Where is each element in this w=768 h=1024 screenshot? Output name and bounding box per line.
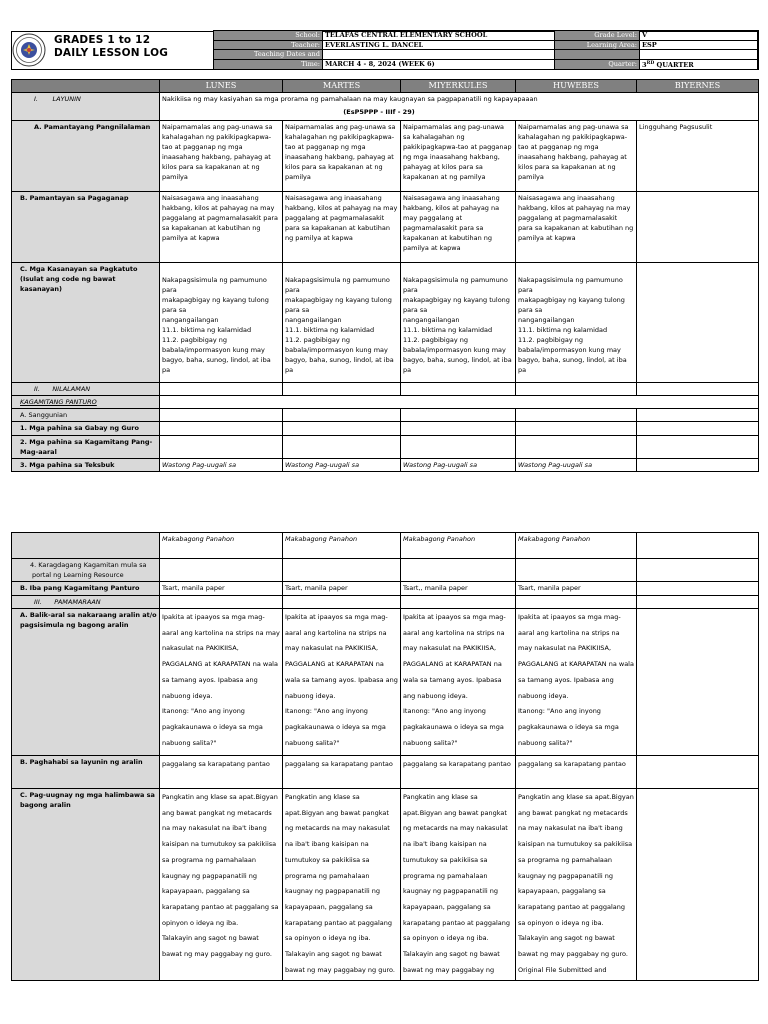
dates-empty — [323, 50, 555, 60]
kasanayan-text: Nakapagsisimula ng pamumuno para makapagbigay ng kayang tulong para sa nangangailangan 11.1. biktima ng kalamidad 11.2. pagbibigay ng babala/impormasyon kung may bagyo, baha, sunog, lindol, at iba pa — [285, 276, 394, 374]
makabagong-cell: Makabagong Panahon — [283, 533, 401, 559]
kagamitan-row — [12, 396, 759, 409]
empty-cell — [637, 596, 759, 609]
pagganap-label — [12, 192, 160, 263]
empty-cell — [637, 383, 759, 396]
lesson-grid-2 — [11, 532, 759, 981]
kasanayan-cell — [401, 263, 516, 383]
iba-cell: Tsart,, manila paper — [401, 582, 516, 596]
makabagong-row — [12, 533, 759, 559]
empty-cell — [160, 559, 283, 582]
pag-uugnay-cell: Pangkatin ang klase sa apat.Bigyan ang bawat pangkat ng metacards na may nakasulat na iba't ibang kaisipan na tumutukoy sa pakikiisa sa programa ng pamahalaan kaugnay ng pagpapanatili ng kapayapaan, paggalang sa karapatang pantao at paggalang sa opinyon o ideya ng iba. Talakayin ang sagot ng bawat bawat ng may paggabay ng guro. — [160, 789, 283, 981]
karagdagang-label — [12, 559, 160, 582]
empty-cell — [401, 383, 516, 396]
sanggunian-text: A. Sanggunian — [20, 411, 68, 419]
paghahabi-row — [12, 756, 759, 789]
iba-cell: Tsart, manila paper — [283, 582, 401, 596]
lesson-grid-1 — [11, 79, 759, 472]
teksbuk-cell: Wastong Pag-uugali sa — [160, 459, 283, 472]
pamantayang-cell: Naipamamalas ang pag-unawa sa kahalagahan ng pakikipagkapwa-tao at pagganap ng mga inaasahang hakbang, pahayag at kilos para sa kapakanan at ng pamilya — [283, 121, 401, 192]
empty-cell — [516, 596, 637, 609]
teksbuk-label — [12, 459, 160, 472]
empty-cell — [160, 422, 283, 436]
grade-label: Grade Level: — [555, 31, 640, 41]
corner-cell — [12, 80, 160, 93]
pamamaraan-num: III. — [34, 598, 42, 606]
empty-cell — [283, 559, 401, 582]
quarter-word: QUARTER — [654, 60, 694, 69]
empty-cell — [637, 436, 759, 459]
pamantayang-cell: Naipamamalas ang pag-unawa sa kahalagahan ng pakikipagkapwa-tao at pagganap ng mga inaasahang hakbang, pahayag at kilos para sa kapakanan at ng pamilya — [160, 121, 283, 192]
nilalaman-row — [12, 383, 759, 396]
empty-cell — [283, 422, 401, 436]
quarter-suffix: RD — [646, 60, 655, 66]
karagdagang-row — [12, 559, 759, 582]
kagamitang-label — [12, 436, 160, 459]
dates-label-2: Time: — [214, 59, 323, 69]
iba-cell: Tsart, manila paper — [160, 582, 283, 596]
empty-cell — [160, 596, 283, 609]
empty-cell — [516, 559, 637, 582]
iba-text: B. Iba pang Kagamitang Panturo — [20, 584, 140, 592]
teksbuk-text: 3. Mga pahina sa Teksbuk — [20, 461, 115, 469]
title-line-2: DAILY LESSON LOG — [54, 47, 169, 59]
area-label: Learning Area: — [555, 40, 640, 50]
paghahabi-cell — [637, 756, 759, 789]
iba-cell — [637, 582, 759, 596]
balik-aral-text: A. Balik-aral sa nakaraang aralin at/o pagsisimula ng bagong aralin — [20, 611, 157, 629]
empty-cell — [283, 409, 401, 422]
makabagong-label — [12, 533, 160, 559]
pagganap-cell: Naisasagawa ang inaasahang hakbang, kilos at pahayag na may paggalang at pagmamalasakit para sa kapakanan at kabutihan ng pamilya at kapwa — [283, 192, 401, 263]
layunin-content — [160, 93, 759, 121]
pamamaraan-row — [12, 596, 759, 609]
teksbuk-cell: Wastong Pag-uugali sa — [283, 459, 401, 472]
empty-cell — [637, 409, 759, 422]
day-header-row — [12, 80, 759, 93]
iba-label — [12, 582, 160, 596]
area-value: ESP — [640, 40, 759, 50]
pag-uugnay-cell — [637, 789, 759, 981]
paghahabi-cell: paggalang sa karapatang pantao — [283, 756, 401, 789]
grade-value: V — [640, 31, 759, 41]
dates-value: MARCH 4 - 8, 2024 (WEEK 6) — [323, 59, 555, 69]
quarter-number: 3 — [642, 60, 647, 69]
nilalaman-label — [12, 383, 160, 396]
school-label: School: — [214, 31, 323, 41]
kasanayan-text: Nakapagsisimula ng pamumuno para makapagbigay ng kayang tulong para sa nangangailangan 11.1. biktima ng kalamidad 11.2. pagbibigay ng babala/impormasyon kung may bagyo, baha, sunog, lindol, at iba pa — [518, 276, 627, 374]
pamantayang-label — [12, 121, 160, 192]
kasanayan-row — [12, 263, 759, 383]
balik-aral-row — [12, 609, 759, 756]
nilalaman-text: NILALAMAN — [52, 385, 91, 393]
makabagong-cell: Makabagong Panahon — [401, 533, 516, 559]
balik-aral-cell: Ipakita at ipaayos sa mga mag-aaral ang kartolina na strips na may nakasulat na PAKIKIISA, PAGGALANG at KARAPATAN na wala sa tamang ayos. Ipabasa ang nabuong ideya. Itanong: "Ano ang inyong pagkakaunawa o ideya sa mga nabuong salita?" — [283, 609, 401, 756]
layunin-num: I. — [34, 95, 38, 103]
kagamitan-content — [160, 396, 759, 409]
day-header-miyerkules: MIYERKULES — [401, 80, 516, 93]
kasanayan-cell — [637, 263, 759, 383]
empty-cell — [401, 559, 516, 582]
gabay-text: 1. Mga pahina sa Gabay ng Guro — [20, 424, 139, 432]
quarter-value — [640, 59, 759, 69]
layunin-row — [12, 93, 759, 121]
kagamitang-text: 2. Mga pahina sa Kagamitang Pang-Mag-aaral — [20, 438, 153, 456]
kasanayan-cell — [160, 263, 283, 383]
layunin-text: LAYUNIN — [52, 95, 81, 103]
paghahabi-cell: paggalang sa karapatang pantao — [516, 756, 637, 789]
teksbuk-cell: Wastong Pag-uugali sa — [516, 459, 637, 472]
teksbuk-cell — [637, 459, 759, 472]
layunin-objective: Nakikiisa ng may kasiyahan sa mga prorama ng pamahalaan na may kaugnayan sa pagpapanatili ng kapayapaaan — [162, 95, 538, 103]
paghahabi-text: B. Paghahabi sa layunin ng aralin — [20, 758, 143, 766]
pag-uugnay-label — [12, 789, 160, 981]
pamantayang-row — [12, 121, 759, 192]
empty-cell — [637, 422, 759, 436]
paghahabi-label — [12, 756, 160, 789]
paghahabi-cell: paggalang sa karapatang pantao — [401, 756, 516, 789]
empty-cell — [160, 436, 283, 459]
info-table — [213, 30, 759, 70]
pag-uugnay-cell: Pangkatin ang klase sa apat.Bigyan ang bawat pangkat ng metacards na may nakasulat na iba't ibang kaisipan na tumutukoy sa pakikiisa sa programa ng pamahalaan kaugnay ng pagpapanatili ng kapayapaan, paggalang sa karapatang pantao at paggalang sa opinyon o ideya ng iba. Talakayin ang sagot ng bawat bawat ng may paggabay ng guro. — [283, 789, 401, 981]
school-value: TELAFAS CENTRAL ELEMENTARY SCHOOL — [323, 31, 555, 41]
kasanayan-text: Nakapagsisimula ng pamumuno para makapagbigay ng kayang tulong para sa nangangailangan 11.1. biktima ng kalamidad 11.2. pagbibigay ng babala/impormasyon kung may bagyo, baha, sunog, lindol, at iba pa — [403, 276, 512, 374]
kagamitan-label — [12, 396, 160, 409]
pag-uugnay-cell: Pangkatin ang klase sa apat.Bigyan ang bawat pangkat ng metacards na may nakasulat na iba't ibang kaisipan na tumutukoy sa pakikiisa sa programa ng pamahalaan kaugnay ng pagpapanatili ng kapayapaan, paggalang sa karapatang pantao at paggalang sa opinyon o ideya ng iba. Talakayin ang sagot ng bawat bawat ng may paggabay ng guro. Original File Submitted and — [516, 789, 637, 981]
gabay-label — [12, 422, 160, 436]
gabay-row — [12, 422, 759, 436]
makabagong-cell: Makabagong Panahon — [160, 533, 283, 559]
makabagong-cell — [637, 533, 759, 559]
iba-row — [12, 582, 759, 596]
day-header-lunes: LUNES — [160, 80, 283, 93]
empty-cell — [516, 436, 637, 459]
deped-seal-icon — [12, 33, 46, 67]
kagamitan-text: KAGAMITANG PANTURO — [20, 398, 97, 406]
teksbuk-cell: Wastong Pag-uugali sa — [401, 459, 516, 472]
empty-cell — [516, 409, 637, 422]
pag-uugnay-cell: Pangkatin ang klase sa apat.Bigyan ang bawat pangkat ng metacards na may nakasulat na iba't ibang kaisipan na tumutukoy sa pakikiisa sa programa ng pamahalaan kaugnay ng pagpapanatili ng kapayapaan, paggalang sa karapatang pantao at paggalang sa opinyon o ideya ng iba. Talakayin ang sagot ng bawat bawat ng may paggabay ng — [401, 789, 516, 981]
pag-uugnay-text: C. Pag-uugnay ng mga halimbawa sa bagong aralin — [20, 791, 155, 809]
kasanayan-cell — [283, 263, 401, 383]
pagganap-cell — [637, 192, 759, 263]
pagganap-cell: Naisasagawa ang inaasahang hakbang, kilos at pahayag na may paggalang at pagmamalasakit para sa kapakanan at kabutihan ng pamilya at kapwa — [401, 192, 516, 263]
balik-aral-cell: Ipakita at ipaayos sa mga mag-aaral ang kartolina na strips na may nakasulat na PAKIKIISA, PAGGALANG at KARAPATAN na wala sa tamang ayos. Ipabasa ang nabuong ideya. Itanong: "Ano ang inyong pagkakaunawa o ideya sa mga nabuong salita?" — [401, 609, 516, 756]
empty-cell — [401, 409, 516, 422]
empty-cell — [516, 422, 637, 436]
pamantayang-label-text: A. Pamantayang Pangnilalaman — [34, 123, 151, 131]
dates-label-1: Teaching Dates and — [214, 50, 323, 60]
karagdagang-text: 4. Karagdagang Kagamitan mula sa portal ng Learning Resource — [30, 561, 147, 579]
kagamitang-row — [12, 436, 759, 459]
day-header-martes: MARTES — [283, 80, 401, 93]
balik-aral-cell — [637, 609, 759, 756]
sanggunian-row — [12, 409, 759, 422]
pamantayang-cell: Naipamamalas ang pag-unawa sa kahalagahan ng pakikipagkapwa-tao at pagganap ng mga inaasahang hakbang, pahayag at kilos para sa kapakanan at ng pamilya — [516, 121, 637, 192]
empty-cell — [516, 383, 637, 396]
empty-cell — [401, 596, 516, 609]
empty-cell — [401, 436, 516, 459]
sanggunian-label — [12, 409, 160, 422]
pagganap-cell: Naisasagawa ang inaasahang hakbang, kilos at pahayag na may paggalang at pagmamalasakit para sa kapakanan at kabutihan ng pamilya at kapwa — [516, 192, 637, 263]
balik-aral-label — [12, 609, 160, 756]
quarter-label: Quarter: — [555, 59, 640, 69]
blank-value — [640, 50, 759, 60]
empty-cell — [160, 409, 283, 422]
pag-uugnay-row — [12, 789, 759, 981]
document-title — [54, 34, 168, 60]
kasanayan-text: Nakapagsisimula ng pamumuno para makapagbigay ng kayang tulong para sa nangangailangan 11.1. biktima ng kalamidad 11.2. pagbibigay ng babala/impormasyon kung may bagyo, baha, sunog, lindol, at iba pa — [162, 276, 271, 374]
kasanayan-label-text: C. Mga Kasanayan sa Pagkatuto (Isulat ang code ng bawat kasanayan) — [20, 265, 138, 293]
pamamaraan-label — [12, 596, 160, 609]
day-header-huwebes: HUWEBES — [516, 80, 637, 93]
pagganap-cell: Naisasagawa ang inaasahang hakbang, kilos at pahayag na may paggalang at pagmamalasakit para sa kapakanan at kabutihan ng pamilya at kapwa — [160, 192, 283, 263]
empty-cell — [283, 596, 401, 609]
empty-cell — [160, 383, 283, 396]
paghahabi-cell: paggalang sa karapatang pantao — [160, 756, 283, 789]
layunin-code: (EsP5PPP - IIIf - 29) — [343, 108, 415, 116]
kasanayan-cell — [516, 263, 637, 383]
balik-aral-cell: Ipakita at ipaayos sa mga mag-aaral ang kartolina na strips na may nakasulat na PAKIKIISA, PAGGALANG at KARAPATAN na wala sa tamang ayos. Ipabasa ang nabuong ideya. Itanong: "Ano ang inyong pagkakaunawa o ideya sa mga nabuong salita?" — [160, 609, 283, 756]
balik-aral-cell: Ipakita at ipaayos sa mga mag-aaral ang kartolina na strips na may nakasulat na PAKIKIISA, PAGGALANG at KARAPATAN na wala sa tamang ayos. Ipabasa ang nabuong ideya. Itanong: "Ano ang inyong pagkakaunawa o ideya sa mga nabuong salita?" — [516, 609, 637, 756]
teacher-label: Teacher: — [214, 40, 323, 50]
pamantayang-cell: Naipamamalas ang pag-unawa sa kahalagahan ng pakikipagkapwa-tao at pagganap ng mga inaasahang hakbang, pahayag at kilos para sa kapakanan at ng pamilya — [401, 121, 516, 192]
iba-cell: Tsart, manila paper — [516, 582, 637, 596]
empty-cell — [283, 383, 401, 396]
teksbuk-row — [12, 459, 759, 472]
blank-label — [555, 50, 640, 60]
empty-cell — [283, 436, 401, 459]
title-line-1: GRADES 1 to 12 — [54, 34, 151, 46]
day-header-biyernes: BIYERNES — [637, 80, 759, 93]
pagganap-label-text: B. Pamantayan sa Pagaganap — [20, 194, 129, 202]
pagganap-row — [12, 192, 759, 263]
teacher-value: EVERLASTING L. DANCEL — [323, 40, 555, 50]
kasanayan-label — [12, 263, 160, 383]
pamamaraan-text: PAMAMARAAN — [54, 598, 101, 606]
makabagong-cell: Makabagong Panahon — [516, 533, 637, 559]
nilalaman-num: II. — [34, 385, 40, 393]
empty-cell — [401, 422, 516, 436]
pamantayang-cell: Lingguhang Pagsusulit — [637, 121, 759, 192]
empty-cell — [637, 559, 759, 582]
layunin-label — [12, 93, 160, 121]
